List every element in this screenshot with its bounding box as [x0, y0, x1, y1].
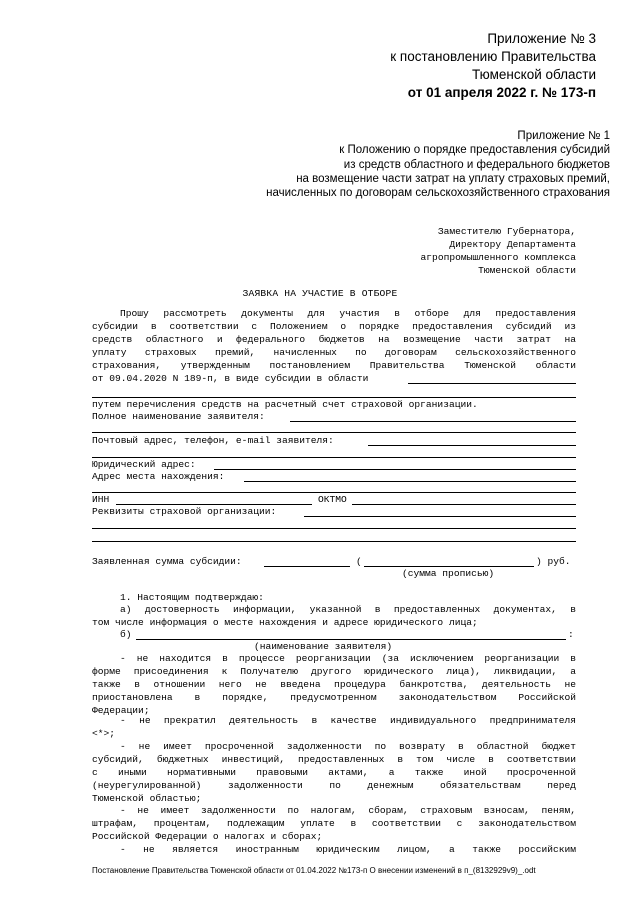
amount-field[interactable]: [264, 566, 350, 567]
confirm-line: - не является иностранным юридическим лицом, а также российским: [120, 844, 576, 855]
header-line-3: Тюменской области: [472, 67, 596, 82]
location-field[interactable]: [244, 481, 576, 482]
confirm-p1: [92, 653, 576, 718]
amount-words-field[interactable]: [364, 566, 534, 567]
confirm-p4: [92, 805, 576, 844]
addressee-line-1: Заместителю Губернатора,: [437, 226, 576, 237]
intro-line: страхования, утвержденным постановлением Правительства Тюменской области: [92, 359, 576, 371]
confirm-line: приостановлена в порядке, предусмотренном законодательством Российской: [92, 691, 576, 703]
subheader-line-3: из средств областного и федерального бюджетов: [343, 158, 610, 171]
amount-open-paren: (: [356, 556, 362, 567]
inn-field[interactable]: [116, 504, 312, 505]
oktmo-field[interactable]: [352, 504, 576, 505]
confirm-b-label: б): [120, 629, 132, 640]
intro-line: субсидии в соответствии с Положением о порядке предоставления субсидий из: [92, 320, 576, 332]
intro-line: Прошу рассмотреть документы для участия в отборе для предоставления: [120, 308, 576, 319]
amount-close-paren: ) руб.: [536, 556, 571, 567]
insurer-field-extra[interactable]: [92, 541, 576, 542]
amount-label: Заявленная сумма субсидии:: [92, 556, 242, 567]
full-name-field-extra[interactable]: [92, 432, 576, 433]
legal-address-label: Юридический адрес:: [92, 459, 196, 470]
insurer-field-extra[interactable]: [92, 528, 576, 529]
applicant-name-field[interactable]: [136, 639, 566, 640]
location-label: Адрес места нахождения:: [92, 471, 225, 482]
intro-line: средств областного и федерального бюджетов на возмещение части затрат на: [92, 333, 576, 345]
confirm-line: - не имеет просроченной задолженности по возврату в областной бюджет: [120, 741, 576, 752]
confirm-b-colon: :: [568, 629, 574, 640]
insurer-field[interactable]: [304, 516, 576, 517]
subheader-line-5: начисленных по договорам сельскохозяйственного страхования: [266, 187, 610, 200]
header-line-4: от 01 апреля 2022 г. № 173-п: [407, 85, 596, 100]
intro-line: от 09.04.2020 N 189-п, в виде субсидии в области: [92, 372, 369, 384]
subheader-line-1: Приложение № 1: [517, 130, 610, 142]
oktmo-label: ОКТМО: [318, 494, 347, 505]
postal-field-extra[interactable]: [92, 457, 576, 458]
confirm-line: - не имеет задолженности по налогам, сборам, страховым взносам, пеням,: [120, 805, 576, 816]
addressee-line-2: Директору Департамента: [449, 239, 576, 250]
confirm-p2: [92, 715, 576, 741]
confirm-line: с иными нормативными правовыми актами, а также иной просроченной: [92, 766, 576, 778]
confirm-line: штрафам, процентам, подлежащим уплате в соответствии с законодательством: [92, 817, 576, 829]
confirm-a: [92, 604, 576, 630]
transfer-text: путем перечисления средств на расчетный счет страховой организации.: [92, 399, 478, 410]
confirm-line: Тюменской областью;: [92, 792, 202, 804]
confirm-a-line: том числе информация о месте нахождения и адресе юридического лица;: [92, 616, 478, 628]
applicant-name-caption: (наименование заявителя): [254, 641, 393, 652]
addressee-line-4: Тюменской области: [478, 265, 576, 276]
header-line-2: к постановлению Правительства: [390, 49, 596, 64]
blank-line[interactable]: [92, 397, 576, 398]
confirm-line: Российской Федерации о налогах и сборах;: [92, 830, 323, 842]
confirm-p5: [92, 844, 576, 857]
full-name-field[interactable]: [290, 421, 576, 422]
header-line-1: Приложение № 3: [487, 31, 596, 46]
legal-address-field[interactable]: [214, 469, 576, 470]
addressee-line-3: агропромышленного комплекса: [420, 252, 576, 263]
subheader-line-4: на возмещение части затрат на уплату страховых премий,: [296, 172, 610, 185]
inn-label: ИНН: [92, 494, 110, 505]
amount-words-caption: (сумма прописью): [402, 568, 495, 579]
confirm-line: - не находится в процессе реорганизации (за исключением реорганизации в: [120, 653, 576, 664]
confirm-line: (неурегулированной) задолженности по денежным обязательствам перед: [92, 779, 576, 791]
confirm-line: также в отношении него не введена процедура банкротства, деятельность не: [92, 678, 576, 690]
confirm-line: Федерации;: [92, 704, 150, 716]
postal-field[interactable]: [368, 445, 576, 446]
confirm-line: форме присоединения к Получателю другого юридического лица), ликвидации, а: [92, 665, 576, 677]
postal-label: Почтовый адрес, телефон, e-mail заявителя:: [92, 435, 334, 446]
confirm-line: <*>;: [92, 727, 116, 739]
intro-line: уплату страховых премий, начисленных по договорам сельскохозяйственного: [92, 346, 576, 358]
subsidy-area-field[interactable]: [408, 383, 576, 384]
document-title: ЗАЯВКА НА УЧАСТИЕ В ОТБОРЕ: [242, 288, 398, 299]
full-name-label: Полное наименование заявителя:: [92, 411, 265, 422]
appendix-subheader: [266, 129, 610, 200]
confirm-heading: 1. Настоящим подтверждаю:: [120, 592, 264, 603]
subheader-line-2: к Положению о порядке предоставления субсидий: [339, 144, 610, 157]
appendix-header: [390, 30, 596, 102]
confirm-line: - не прекратил деятельность в качестве индивидуального предпринимателя: [120, 715, 576, 726]
insurer-label: Реквизиты страховой организации:: [92, 506, 277, 517]
confirm-a-line: а) достоверность информации, указанной в предоставленных документах, в: [120, 604, 576, 615]
location-field-extra[interactable]: [92, 492, 576, 493]
confirm-line: субсидий, бюджетных инвестиций, предоставленных в том числе в соответствии: [92, 753, 576, 765]
intro-paragraph: [92, 308, 576, 385]
page-footer: Постановление Правительства Тюменской области от 01.04.2022 №173-п О внесении изменений в п_(8132929v9)_.odt: [92, 866, 536, 875]
addressee: [421, 225, 576, 277]
confirm-p3: [92, 741, 576, 806]
